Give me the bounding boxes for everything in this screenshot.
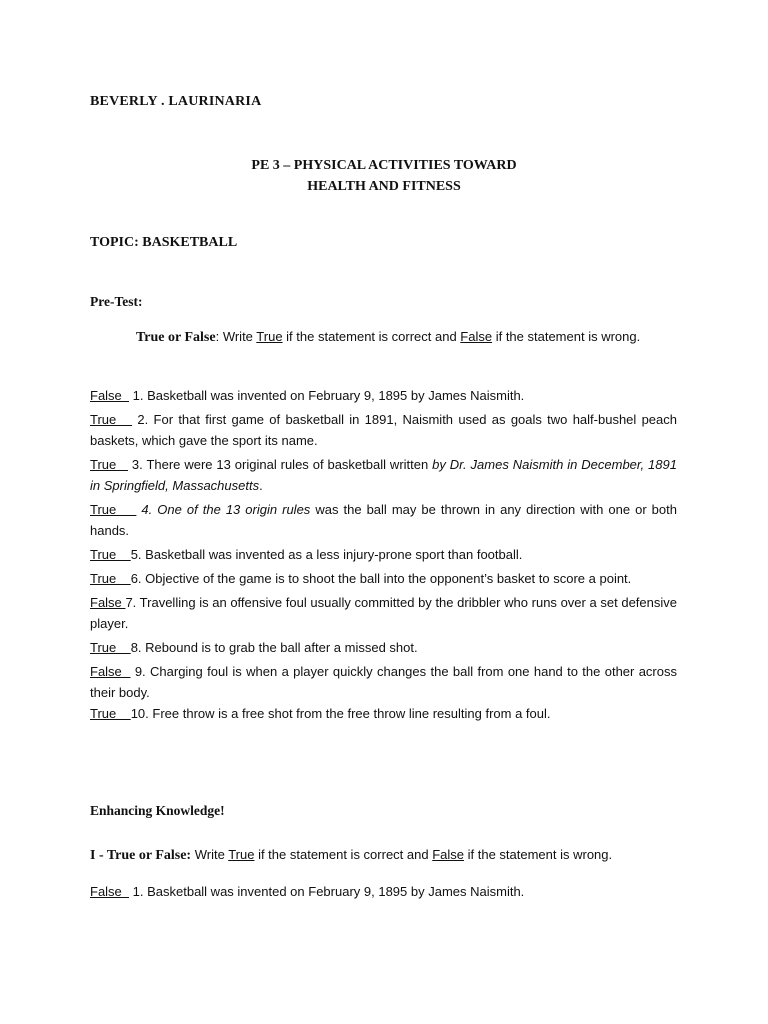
section-text-2: if the statement is correct and	[254, 847, 433, 862]
item-number: 1.	[129, 884, 144, 899]
pretest-item-4	[90, 499, 677, 541]
item-text: For that first game of basketball in 1891, Naismith used as goals two half-bushel peach baskets, which gave the sport its name.	[90, 412, 677, 448]
item-italic-lead: 4. One of the 13 origin rules	[141, 502, 311, 517]
instruction-text-3: if the statement is wrong.	[492, 329, 641, 344]
item-text: Rebound is to grab the ball after a missed shot.	[141, 640, 418, 655]
pretest-item-7	[90, 592, 677, 634]
item-answer: False	[90, 595, 126, 610]
item-number: 5.	[130, 547, 142, 562]
item-text: Basketball was invented as a less injury-prone sport than football.	[141, 547, 523, 562]
section-true-word: True	[228, 847, 255, 862]
item-number: 1.	[129, 388, 144, 403]
item-text: Basketball was invented on February 9, 1895 by James Naismith.	[143, 884, 525, 899]
student-name: BEVERLY . LAURINARIA	[90, 94, 262, 109]
item-answer: False	[90, 664, 131, 679]
enhancing-item-1	[90, 881, 677, 902]
item-number: 6.	[130, 571, 142, 586]
instruction-false-word: False	[460, 329, 493, 344]
pretest-item-10	[90, 703, 677, 724]
item-text: Objective of the game is to shoot the ball into the opponent’s basket to score a point.	[141, 571, 632, 586]
item-number: 3.	[128, 457, 143, 472]
item-tail: .	[259, 478, 263, 493]
item-answer: True	[90, 502, 137, 517]
item-italic-text: by Dr. James Naismith in December, 1891 in Springfield, Massachusetts	[90, 457, 677, 493]
section-label: I - True or False:	[90, 848, 192, 863]
item-text: was the ball may be thrown in any direction with one or both hands.	[90, 502, 677, 538]
item-number: 2.	[132, 412, 149, 427]
instruction-text-1: Write	[219, 329, 257, 344]
section-i-instructions	[90, 844, 677, 866]
course-title-line-2: HEALTH AND FITNESS	[307, 179, 461, 194]
item-answer: True	[90, 571, 131, 586]
section-text-3: if the statement is wrong.	[464, 847, 613, 862]
item-text: Travelling is an offensive foul usually committed by the dribbler who runs over a set defensive player.	[90, 595, 677, 631]
item-answer: True	[90, 547, 131, 562]
pretest-item-5	[90, 544, 677, 565]
item-text: Charging foul is when a player quickly changes the ball from one hand to the other across their body.	[90, 664, 677, 700]
instruction-text-2: if the statement is correct and	[282, 329, 461, 344]
item-answer: False	[90, 884, 130, 899]
topic-heading: TOPIC: BASKETBALL	[90, 235, 238, 250]
item-number: 8.	[130, 640, 142, 655]
item-number: 7.	[125, 595, 137, 610]
pretest-items	[90, 385, 677, 727]
instruction-label: True or False	[136, 330, 216, 345]
item-text: Free throw is a free shot from the free throw line resulting from a foul.	[148, 706, 551, 721]
item-answer: False	[90, 388, 130, 403]
item-answer: True	[90, 457, 128, 472]
item-number: 9.	[130, 664, 146, 679]
section-text-1: Write	[191, 847, 229, 862]
instruction-true-word: True	[256, 329, 283, 344]
pretest-item-2	[90, 409, 677, 451]
item-text: There were 13 original rules of basketball written	[142, 457, 433, 472]
enhancing-heading: Enhancing Knowledge!	[90, 803, 225, 818]
pretest-item-8	[90, 637, 677, 658]
pretest-instructions	[90, 326, 677, 348]
pretest-item-1	[90, 385, 677, 406]
pretest-item-3	[90, 454, 677, 496]
pretest-item-9	[90, 661, 677, 703]
course-title	[0, 155, 768, 197]
item-text: Basketball was invented on February 9, 1895 by James Naismith.	[143, 388, 525, 403]
course-title-line-1: PE 3 – PHYSICAL ACTIVITIES TOWARD	[251, 158, 517, 173]
instruction-colon: :	[215, 329, 220, 344]
item-answer: True	[90, 640, 131, 655]
item-answer: True	[90, 706, 131, 721]
pretest-heading: Pre-Test:	[90, 294, 143, 309]
item-answer: True	[90, 412, 133, 427]
item-number: 10.	[130, 706, 149, 721]
section-false-word: False	[432, 847, 464, 862]
pretest-item-6	[90, 568, 677, 589]
